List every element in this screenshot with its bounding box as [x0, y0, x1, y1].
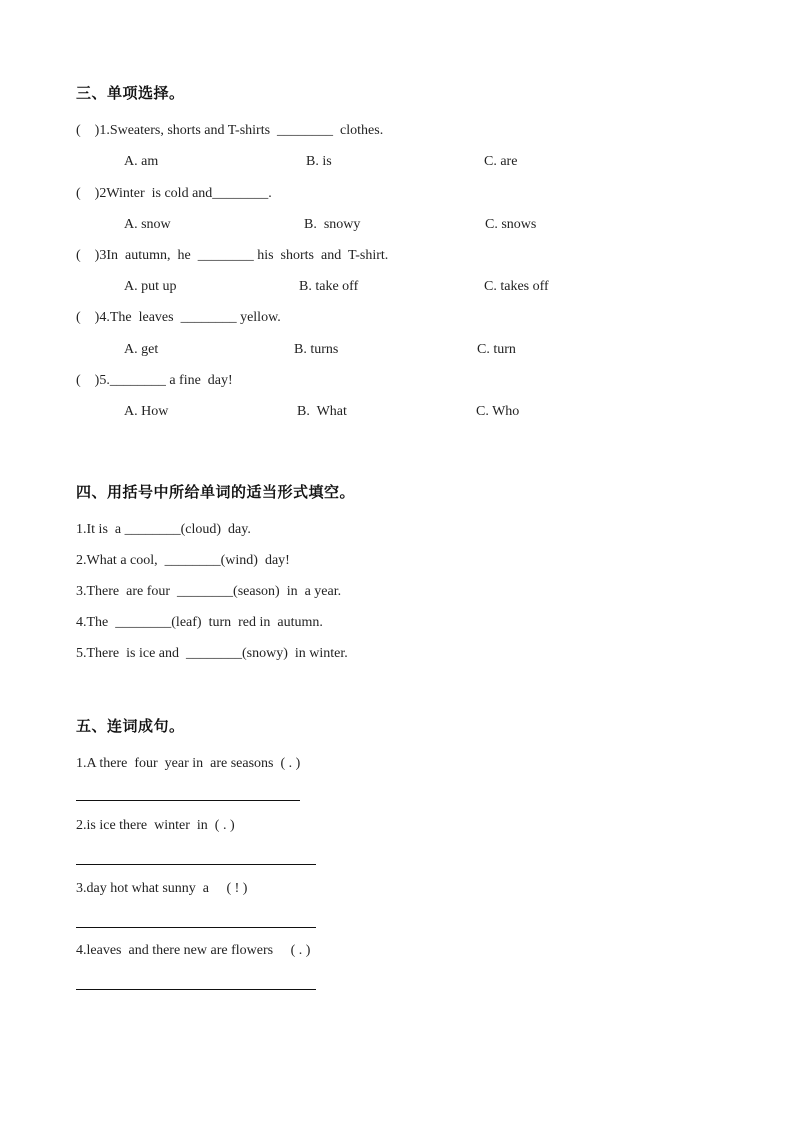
q1-option-c: C. are — [484, 154, 518, 169]
reorder-item-1: 1.A there four year in are seasons ( . ) — [76, 756, 301, 771]
question-4: ( )4.The leaves ________ yellow. — [76, 310, 281, 325]
reorder-item-3: 3.day hot what sunny a ( ! ) — [76, 881, 248, 896]
q5-option-b: B. What — [297, 404, 347, 419]
q5-option-c: C. Who — [476, 404, 520, 419]
fill-item-4: 4.The ________(leaf) turn red in autumn. — [76, 615, 323, 630]
question-2: ( )2Winter is cold and________. — [76, 186, 272, 201]
q4-option-c: C. turn — [477, 342, 516, 357]
q2-option-b: B. snowy — [304, 217, 361, 232]
section-4-title: 四、用括号中所给单词的适当形式填空。 — [76, 483, 356, 501]
q3-option-a: A. put up — [124, 279, 177, 294]
q2-option-a: A. snow — [124, 217, 171, 232]
q1-option-a: A. am — [124, 154, 159, 169]
fill-item-1: 1.It is a ________(cloud) day. — [76, 522, 251, 537]
reorder-item-2: 2.is ice there winter in ( . ) — [76, 818, 235, 833]
reorder-item-4: 4.leaves and there new are flowers ( . ) — [76, 943, 311, 958]
answer-line-3 — [76, 927, 316, 928]
answer-line-4 — [76, 989, 316, 990]
q1-option-b: B. is — [306, 154, 332, 169]
q3-option-c: C. takes off — [484, 279, 549, 294]
question-1: ( )1.Sweaters, shorts and T-shirts ________ clothes. — [76, 123, 384, 138]
fill-item-2: 2.What a cool, ________(wind) day! — [76, 553, 290, 568]
section-3-title: 三、单项选择。 — [76, 84, 185, 102]
answer-line-2 — [76, 864, 316, 865]
q2-option-c: C. snows — [485, 217, 537, 232]
q3-option-b: B. take off — [299, 279, 359, 294]
question-5: ( )5.________ a fine day! — [76, 373, 233, 388]
q5-option-a: A. How — [124, 404, 169, 419]
section-5-title: 五、连词成句。 — [76, 717, 185, 735]
q4-option-a: A. get — [124, 342, 159, 357]
fill-item-5: 5.There is ice and ________(snowy) in winter. — [76, 646, 348, 661]
fill-item-3: 3.There are four ________(season) in a year. — [76, 584, 342, 599]
q4-option-b: B. turns — [294, 342, 339, 357]
question-3: ( )3In autumn, he ________ his shorts and T-shirt. — [76, 248, 389, 263]
answer-line-1 — [76, 800, 300, 801]
